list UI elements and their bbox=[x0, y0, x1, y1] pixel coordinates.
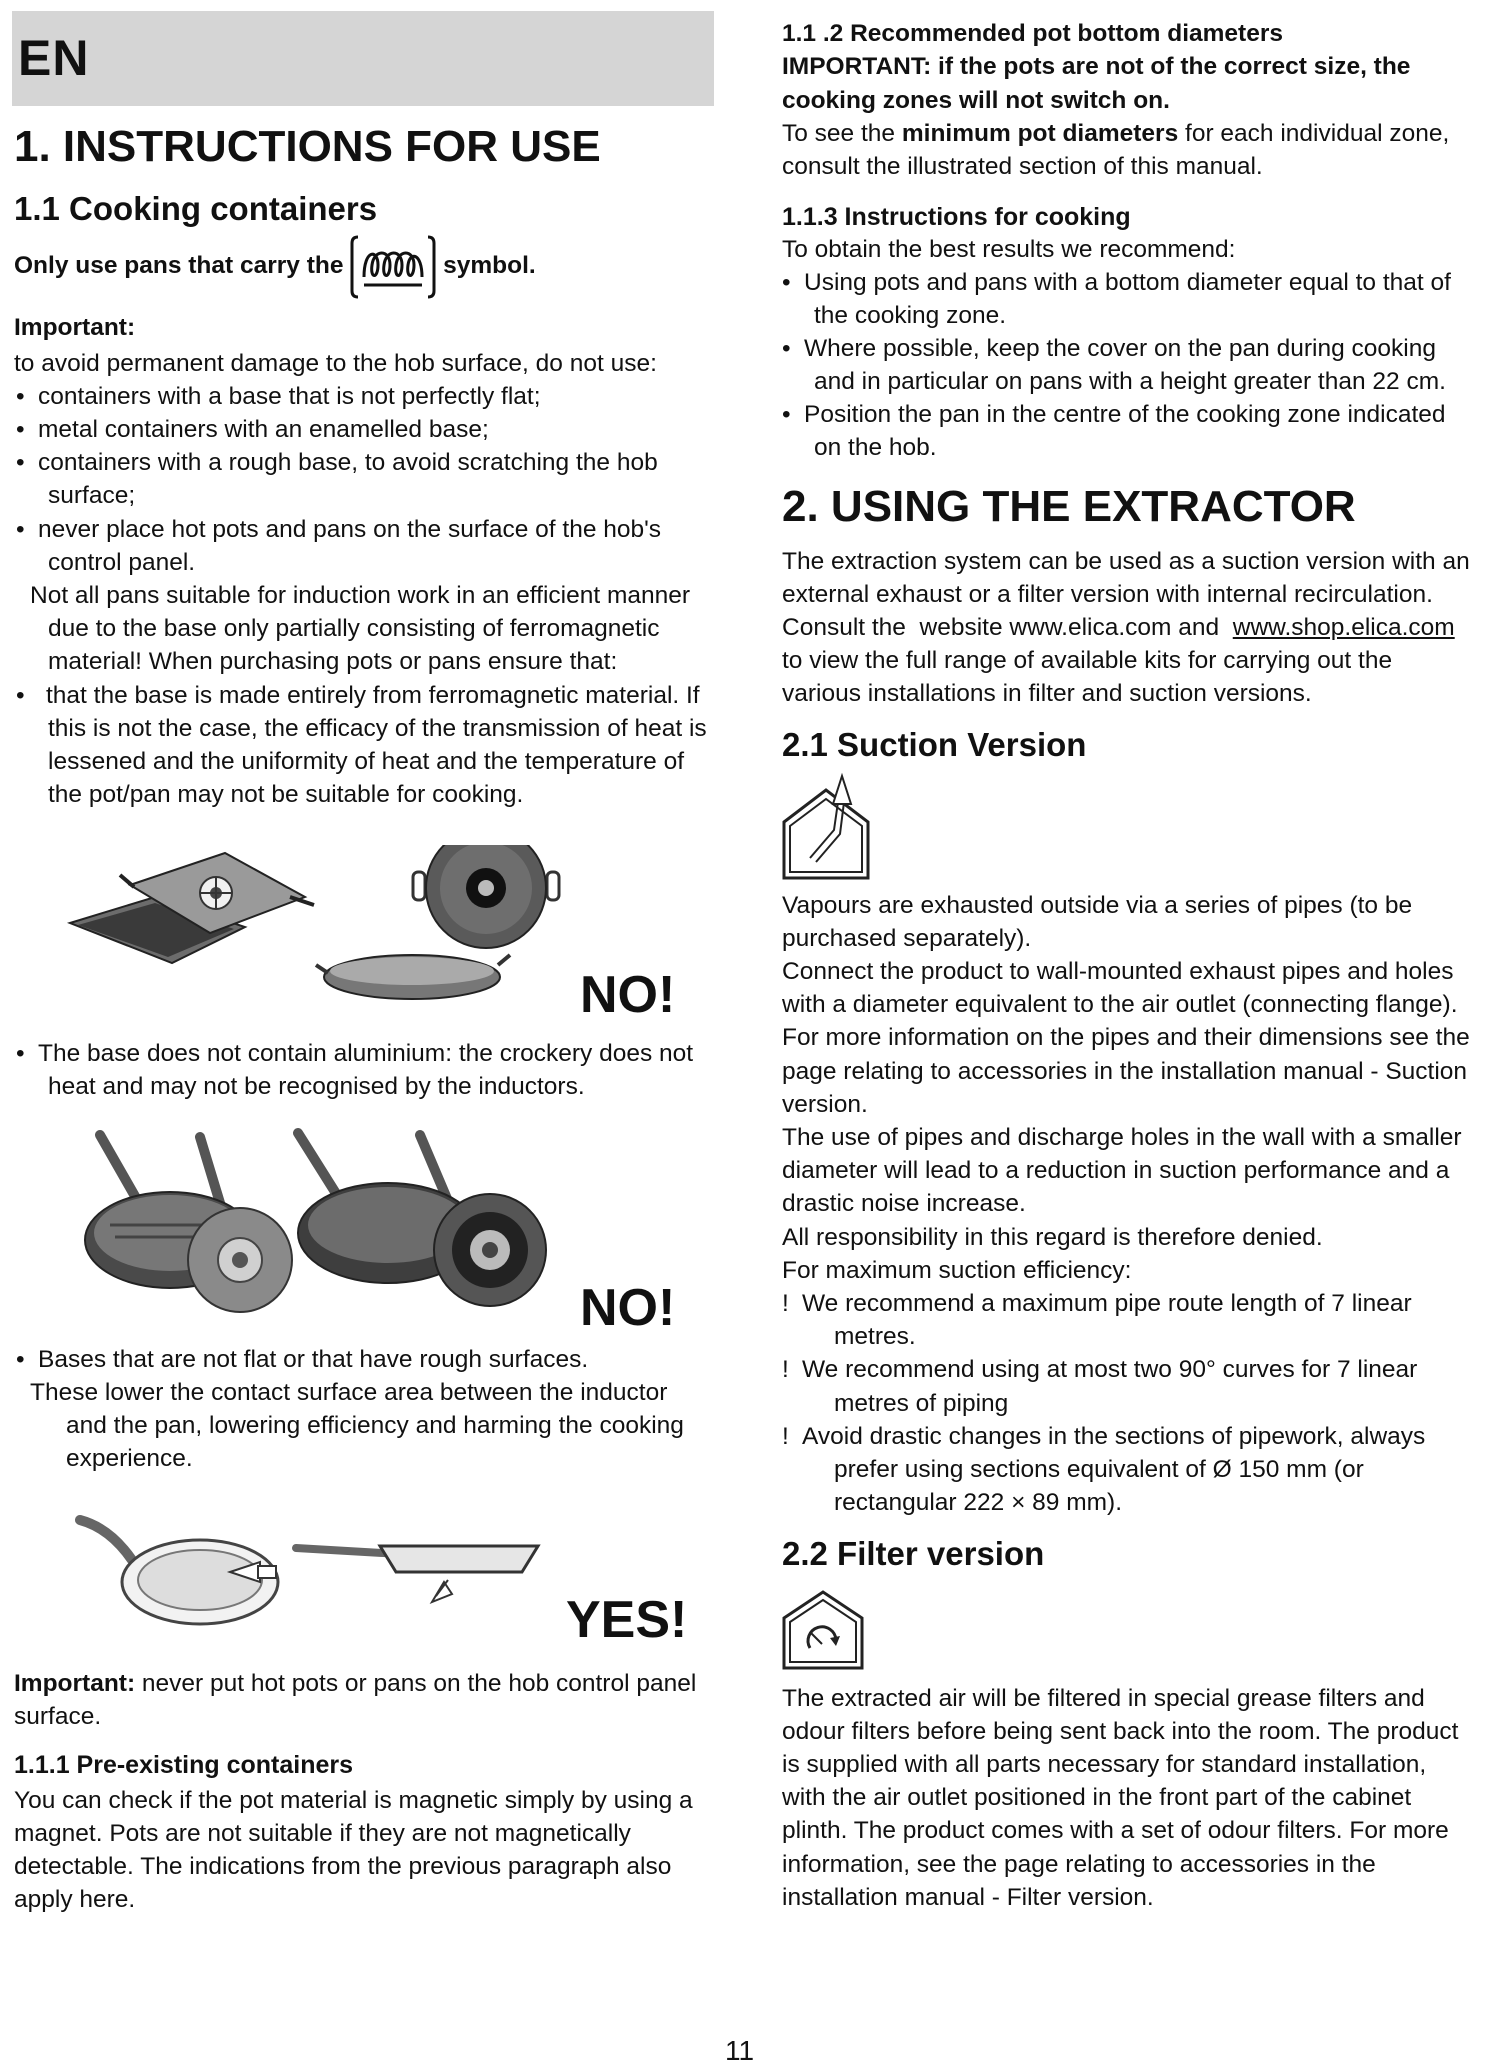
pre-existing-line: You can check if the pot material is magnetic simply by using a bbox=[14, 1787, 693, 1814]
not-all-line: material! When purchasing pots or pans ensure that: bbox=[48, 648, 618, 675]
pan-side-view-icon bbox=[296, 1546, 538, 1602]
suction-tip: ! We recommend using at most two 90° curves for 7 linear bbox=[782, 1356, 1418, 1383]
bases-item: • Bases that are not flat or that have rough surfaces. bbox=[16, 1346, 589, 1373]
only-use-text: Only use pans that carry the bbox=[14, 252, 344, 279]
language-tag: EN bbox=[18, 30, 90, 86]
induction-symbol-line bbox=[14, 228, 536, 305]
ferro-line: this is not the case, the efficacy of the transmission of heat is bbox=[48, 715, 707, 742]
no-label-1: NO! bbox=[580, 966, 676, 1024]
subsection-1-1-title: 1.1 Cooking containers bbox=[14, 190, 378, 227]
extract-line: various installations in filter and suction versions. bbox=[782, 680, 1312, 707]
important-2-cont: surface. bbox=[14, 1703, 102, 1730]
suction-line: version. bbox=[782, 1091, 868, 1118]
bases-line: experience. bbox=[66, 1445, 193, 1472]
suction-tip-cont: metres. bbox=[834, 1323, 916, 1350]
see-min-diameters: To see the minimum pot diameters for each individual zone, bbox=[782, 120, 1450, 147]
aluminium-line: heat and may not be recognised by the inductors. bbox=[48, 1073, 585, 1100]
filter-line: plinth. The product comes with a set of odour filters. For more bbox=[782, 1817, 1449, 1844]
important-2-label: Important: bbox=[14, 1670, 136, 1697]
suction-line: The use of pipes and discharge holes in the wall with a smaller bbox=[782, 1124, 1462, 1151]
subsection-1-1-2-title: 1.1 .2 Recommended pot bottom diameters bbox=[782, 20, 1283, 47]
suction-line: diameter will lead to a reduction in suction performance and a bbox=[782, 1157, 1450, 1184]
important-2 bbox=[14, 1667, 696, 1700]
avoid-item: • never place hot pots and pans on the surface of the hob's bbox=[16, 516, 662, 543]
suction-line: Vapours are exhausted outside via a series of pipes (to be bbox=[782, 892, 1413, 919]
bases-line: These lower the contact surface area between the inductor bbox=[30, 1379, 668, 1406]
suction-line: Connect the product to wall-mounted exhaust pipes and holes bbox=[782, 958, 1454, 985]
suction-tip-cont: metres of piping bbox=[834, 1390, 1009, 1417]
pre-existing-line: apply here. bbox=[14, 1886, 136, 1913]
yes-label: YES! bbox=[566, 1591, 688, 1649]
ferro-item: • that the base is made entirely from ferromagnetic material. If bbox=[16, 682, 700, 709]
cooking-tip-cont: and in particular on pans with a height greater than 22 cm. bbox=[814, 368, 1446, 395]
suitable-pans-illustration bbox=[60, 1500, 550, 1630]
paella-pan-icon bbox=[316, 845, 559, 999]
important-2-text: never put hot pots or pans on the hob control panel bbox=[135, 1670, 697, 1697]
subsection-1-1-1-title: 1.1.1 Pre-existing containers bbox=[14, 1751, 354, 1779]
frying-pan-icon bbox=[298, 1133, 546, 1306]
sub112-important-line: IMPORTANT: if the pots are not of the correct size, the bbox=[782, 53, 1411, 80]
suction-line: drastic noise increase. bbox=[782, 1190, 1026, 1217]
avoid-item: • containers with a base that is not perfectly flat; bbox=[16, 383, 541, 410]
filter-line: The extracted air will be filtered in special grease filters and bbox=[782, 1685, 1425, 1712]
griddle-plate-icon bbox=[70, 853, 314, 963]
cooking-tip: • Where possible, keep the cover on the pan during cooking bbox=[782, 335, 1436, 362]
pre-existing-line: detectable. The indications from the previous paragraph also bbox=[14, 1853, 672, 1880]
avoid-intro: to avoid permanent damage to the hob surface, do not use: bbox=[14, 350, 657, 377]
filter-line: odour filters before being sent back into the room. The product bbox=[782, 1718, 1459, 1745]
shop-link[interactable]: www.shop.elica.com bbox=[1232, 614, 1455, 641]
extract-line: to view the full range of available kits for carrying out the bbox=[782, 647, 1393, 674]
filter-line: is supplied with all parts necessary for standard installation, bbox=[782, 1751, 1427, 1778]
avoid-item-cont: control panel. bbox=[48, 549, 196, 576]
suction-line: For maximum suction efficiency: bbox=[782, 1257, 1132, 1284]
filter-line: installation manual - Filter version. bbox=[782, 1884, 1154, 1911]
aluminium-item: • The base does not contain aluminium: the crockery does not bbox=[16, 1040, 694, 1067]
subsection-2-1-title: 2.1 Suction Version bbox=[782, 726, 1087, 763]
grill-pan-icon bbox=[85, 1135, 292, 1312]
section-2-title: 2. USING THE EXTRACTOR bbox=[782, 482, 1356, 531]
not-all-line: Not all pans suitable for induction work in an efficient manner bbox=[30, 582, 691, 609]
avoid-item-cont: surface; bbox=[48, 482, 136, 509]
not-all-line: due to the base only partially consisting of ferromagnetic bbox=[48, 615, 660, 642]
no-label-2: NO! bbox=[580, 1279, 676, 1337]
extract-line: external exhaust or a filter version with internal recirculation. bbox=[782, 581, 1433, 608]
sub112-important-line: cooking zones will not switch on. bbox=[782, 87, 1170, 114]
suction-line: purchased separately). bbox=[782, 925, 1032, 952]
section-1-title: 1. INSTRUCTIONS FOR USE bbox=[14, 122, 601, 171]
page-number: 11 bbox=[725, 2035, 755, 2066]
important-label: Important: bbox=[14, 314, 136, 341]
pre-existing-line: magnet. Pots are not suitable if they are not magnetically bbox=[14, 1820, 631, 1847]
cooking-tip-cont: the cooking zone. bbox=[814, 302, 1007, 329]
unsuitable-pans-illustration-2 bbox=[70, 1125, 570, 1320]
sub113-intro: To obtain the best results we recommend: bbox=[782, 236, 1236, 263]
suction-tip: ! Avoid drastic changes in the sections of pipework, always bbox=[782, 1423, 1426, 1450]
subsection-1-1-3-title: 1.1.3 Instructions for cooking bbox=[782, 203, 1131, 231]
suction-tip-cont: prefer using sections equivalent of Ø 150 mm (or bbox=[834, 1456, 1364, 1483]
subsection-2-2-title: 2.2 Filter version bbox=[782, 1535, 1045, 1572]
pan-flat-base-icon bbox=[80, 1520, 278, 1624]
cooking-tip: • Using pots and pans with a bottom diameter equal to that of bbox=[782, 269, 1451, 296]
symbol-text: symbol. bbox=[443, 252, 536, 279]
suction-house-icon bbox=[782, 772, 872, 880]
filter-line: information, see the page relating to accessories in the bbox=[782, 1851, 1376, 1878]
suction-tip-cont: rectangular 222 × 89 mm). bbox=[834, 1489, 1123, 1516]
induction-coil-icon bbox=[350, 229, 436, 305]
suction-line: All responsibility in this regard is therefore denied. bbox=[782, 1224, 1323, 1251]
language-header bbox=[12, 11, 714, 106]
suction-line: with a diameter equivalent to the air outlet (connecting flange). bbox=[782, 991, 1458, 1018]
filter-line: with the air outlet positioned in the front part of the cabinet bbox=[782, 1784, 1412, 1811]
unsuitable-pans-illustration-1 bbox=[60, 845, 580, 1015]
extract-line: The extraction system can be used as a suction version with an bbox=[782, 548, 1470, 575]
extract-line-links: Consult the website www.elica.com and www.shop.elica.com bbox=[782, 614, 1455, 641]
suction-line: For more information on the pipes and their dimensions see the bbox=[782, 1024, 1470, 1051]
cooking-tip: • Position the pan in the centre of the cooking zone indicated bbox=[782, 401, 1446, 428]
ferro-line: the pot/pan may not be suitable for cooking. bbox=[48, 781, 524, 808]
bases-line: and the pan, lowering efficiency and harming the cooking bbox=[66, 1412, 684, 1439]
avoid-item: • containers with a rough base, to avoid scratching the hob bbox=[16, 449, 658, 476]
suction-tip: ! We recommend a maximum pipe route length of 7 linear bbox=[782, 1290, 1412, 1317]
see-line-2: consult the illustrated section of this manual. bbox=[782, 153, 1263, 180]
suction-line: page relating to accessories in the installation manual - Suction bbox=[782, 1058, 1468, 1085]
ferro-line: lessened and the uniformity of heat and the temperature of bbox=[48, 748, 685, 775]
cooking-tip-cont: on the hob. bbox=[814, 434, 937, 461]
filter-house-icon bbox=[782, 1588, 864, 1670]
avoid-item: • metal containers with an enamelled base; bbox=[16, 416, 489, 443]
